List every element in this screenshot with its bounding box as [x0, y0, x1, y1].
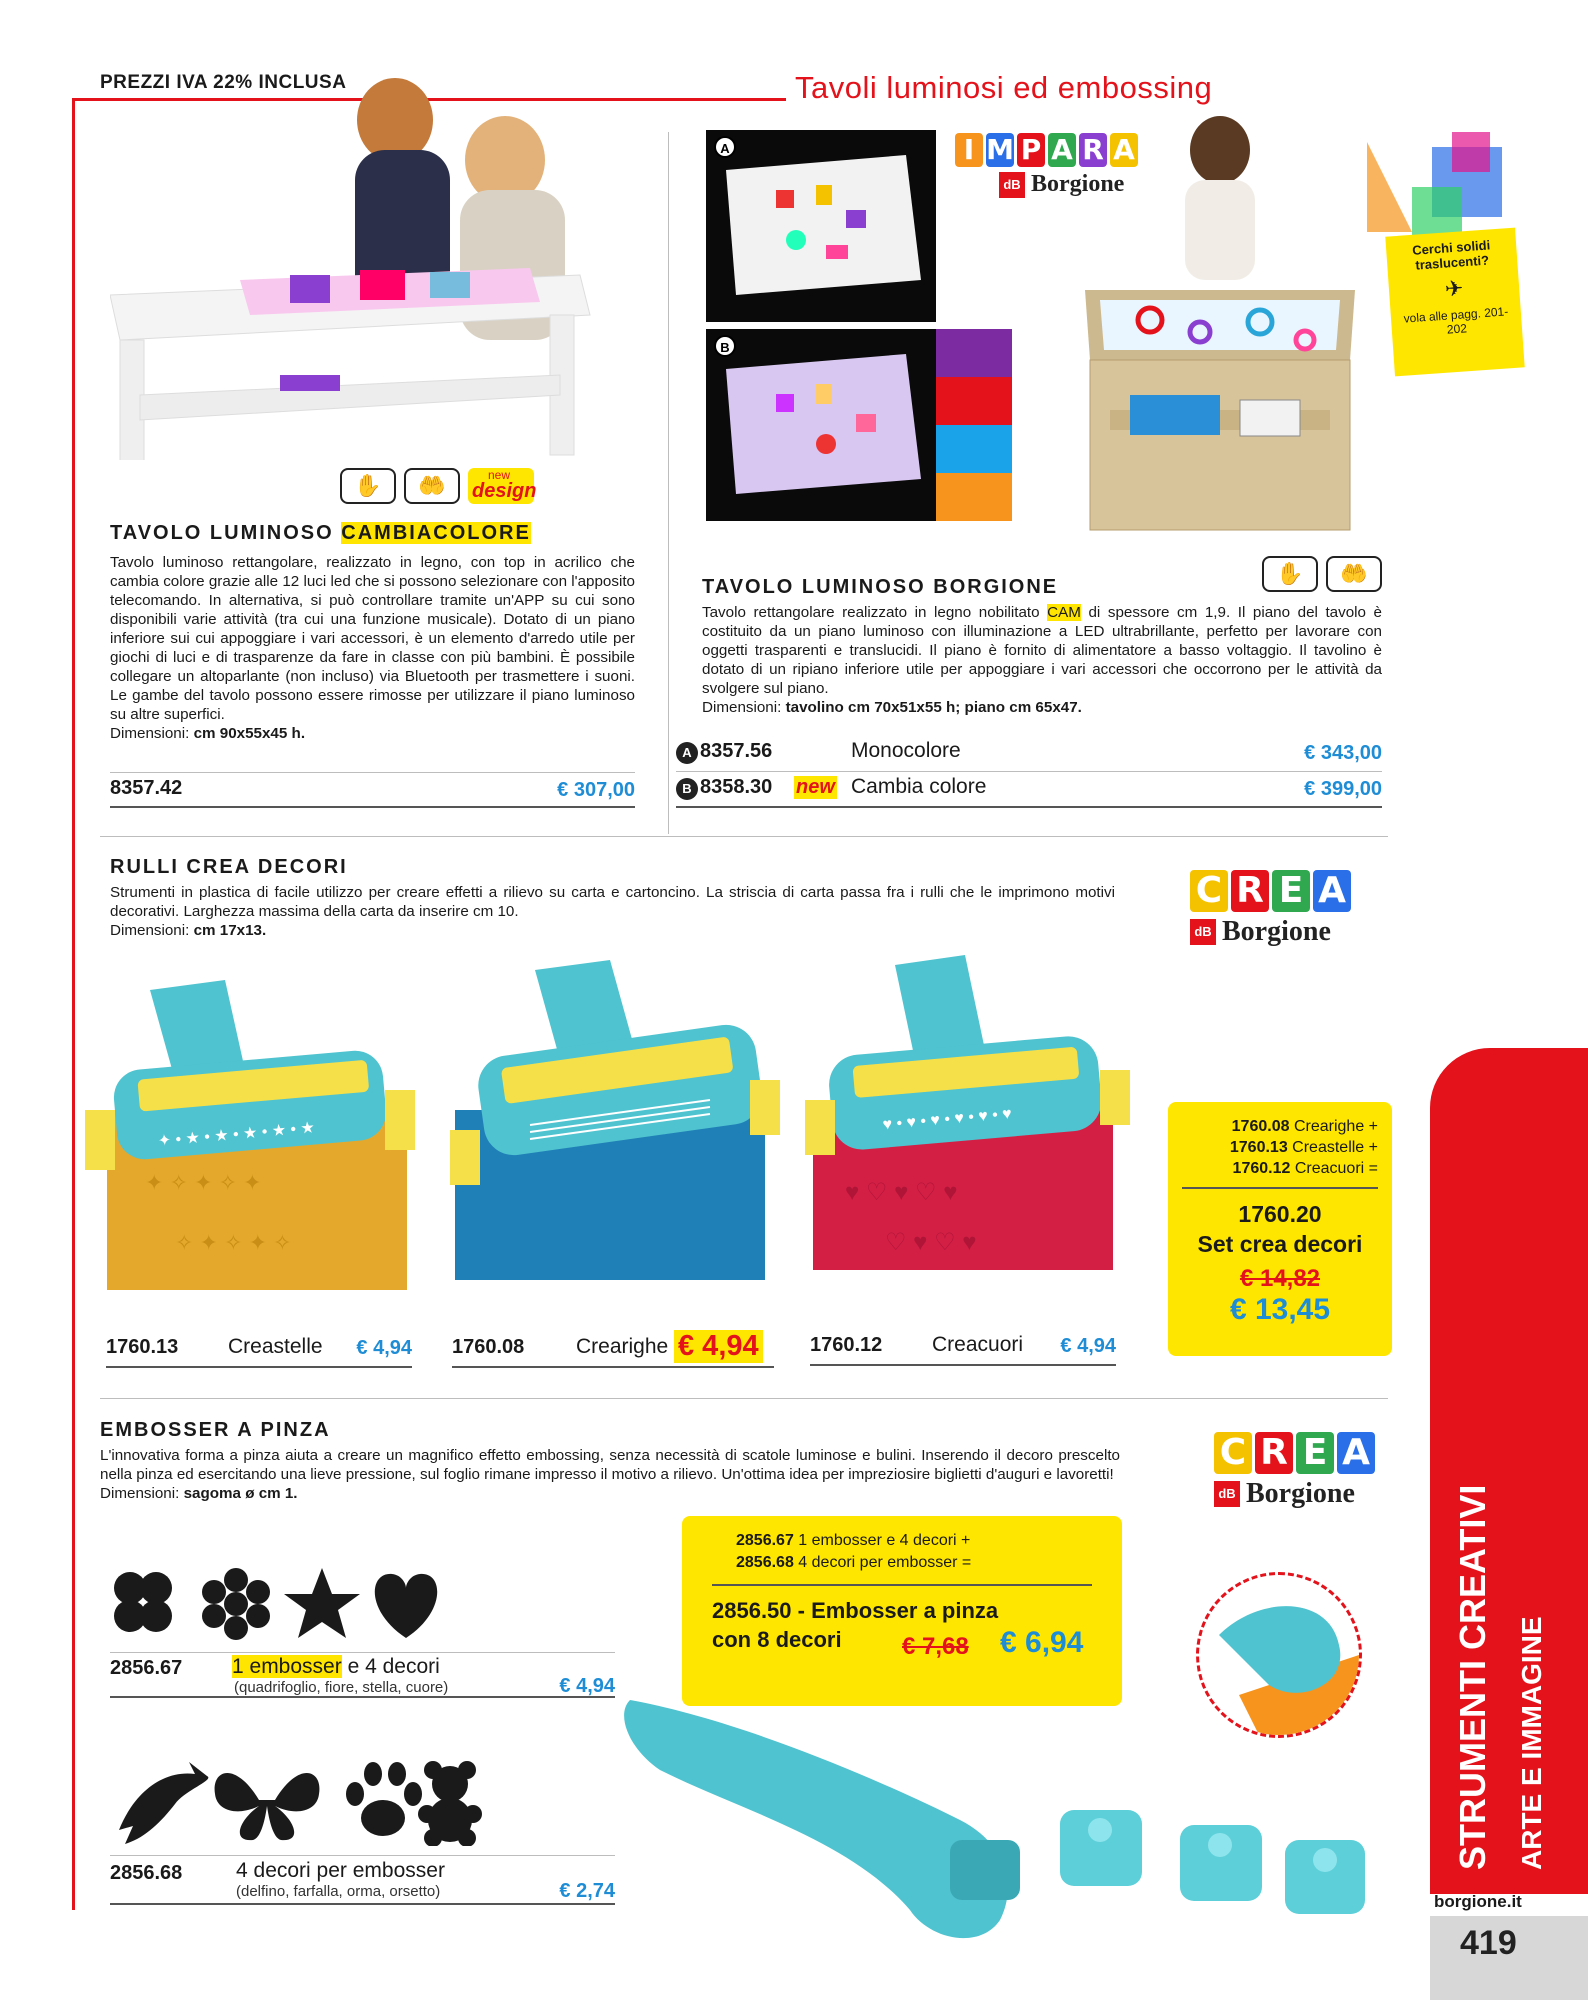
- paw-print-icon: [346, 1762, 422, 1836]
- hand-touch-icon: ✋: [340, 468, 396, 504]
- color-swatch: [936, 377, 1012, 425]
- row-price: € 399,00: [1304, 778, 1382, 800]
- crea-letter-tile: E: [1272, 870, 1310, 912]
- set-divider: [712, 1584, 1092, 1586]
- dimensions-label: Dimensioni:: [100, 1485, 180, 1502]
- cambiacolore-description: [110, 553, 635, 743]
- hands-icon: 🤲: [404, 468, 460, 504]
- decor-shapes-set2: [115, 1760, 485, 1851]
- row-price: € 343,00: [1304, 742, 1382, 764]
- table-row: [676, 772, 1382, 808]
- column-divider: [668, 132, 669, 834]
- list-item: [452, 1332, 774, 1368]
- item-name: Creacuori: [932, 1333, 1024, 1356]
- set-line-text: Creastelle +: [1292, 1139, 1378, 1156]
- website: borgione.it: [1434, 1892, 1522, 1911]
- page-number: 419: [1460, 1924, 1517, 1962]
- color-swatch: [936, 329, 1012, 377]
- section-title: Tavoli luminosi ed embossing: [795, 70, 1213, 105]
- set-old-price: € 14,82: [1239, 1265, 1321, 1292]
- callout-solidi: [1362, 132, 1522, 372]
- row-code: 8358.30: [700, 776, 773, 798]
- set-new-price: € 13,45: [1229, 1293, 1331, 1326]
- borgione-price-table: [676, 736, 1382, 808]
- desc-cam: CAM: [1047, 604, 1081, 621]
- new-design-badge: [468, 468, 537, 504]
- desc-part-1: Tavolo rettangolare realizzato in legno nobilitato: [702, 604, 1040, 621]
- cambiacolore-title: [110, 522, 531, 545]
- item-code: 2856.67: [110, 1657, 183, 1679]
- item-price: € 4,94: [356, 1337, 412, 1359]
- embosser-desc-text: L'innovativa forma a pinza aiuta a creare un magnifico effetto embossing, senza necessità di scatole luminose e bulini. Inserendo il decoro prescelto nella pinza ed esercitando una lieve pressione, sul foglio rimane impresso il motivo a rilievo. Un'ottima idea per impreziosire biglietti d'auguri e lavoretti!: [100, 1447, 1120, 1483]
- row-name: Monocolore: [851, 739, 961, 762]
- set-line-text: Crearighe +: [1293, 1118, 1378, 1135]
- borgione-logo: [1190, 916, 1354, 948]
- set-components: [712, 1530, 1092, 1574]
- roller-creacuori-photo: [805, 950, 1135, 1320]
- crea-letter-tile: A: [1313, 870, 1351, 912]
- embosser-product-photo: [620, 1690, 1450, 1990]
- set-components: [1182, 1116, 1378, 1179]
- row-marker: B: [676, 778, 698, 800]
- color-swatch: [936, 425, 1012, 473]
- cambiacolore-code: 8357.42: [110, 777, 183, 799]
- row-divider: [110, 806, 635, 808]
- title-highlight: CAMBIACOLORE: [341, 522, 531, 544]
- callout-question: Cerchi solidi traslucenti?: [1411, 237, 1491, 273]
- dimensions-value: cm 90x55x45 h.: [193, 725, 306, 742]
- svg-text:✧ ✦ ✧ ✦ ✧: ✧ ✦ ✧ ✦ ✧: [175, 1230, 292, 1255]
- butterfly-icon: [215, 1773, 320, 1840]
- svg-text:♥ ♡ ♥ ♡ ♥: ♥ ♡ ♥ ♡ ♥: [845, 1179, 958, 1206]
- crea-letter-tile: C: [1214, 1432, 1252, 1474]
- embosser-detail-circle: [1196, 1572, 1362, 1738]
- category-sidebar: [1430, 1048, 1588, 1894]
- dimensions-label: Dimensioni:: [702, 699, 782, 716]
- section-divider: [100, 836, 1388, 837]
- borgione-mark-icon: dB: [1190, 919, 1216, 945]
- left-margin-rule: [72, 98, 75, 1910]
- heart-icon: [375, 1574, 437, 1638]
- svg-text:♥ • ♥ • ♥ • ♥ • ♥ • ♥: ♥ • ♥ • ♥ • ♥ • ♥ • ♥: [881, 1105, 1013, 1134]
- crea-letter-tile: R: [1255, 1432, 1293, 1474]
- item-price: € 4,94: [1060, 1335, 1116, 1357]
- item-price: € 4,94: [559, 1675, 615, 1697]
- new-label: new: [488, 468, 511, 482]
- list-item: [810, 1330, 1116, 1366]
- vat-note: PREZZI IVA 22% INCLUSA: [100, 72, 347, 93]
- set-divider: [1182, 1187, 1378, 1189]
- impara-letter-tile: M: [986, 133, 1014, 166]
- rulli-desc-text: Strumenti in plastica di facile utilizzo per creare effetti a rilievo su carta e cartoncino. La striscia di carta passa fra i rulli che le imprimono motivi decorativi. Larghezza massima della carta da inserire cm 10.: [110, 884, 1115, 920]
- cambiacolore-price: € 307,00: [557, 779, 635, 801]
- dimensions-label: Dimensioni:: [110, 922, 190, 939]
- item-price: € 2,74: [559, 1880, 615, 1902]
- impara-letter-tile: I: [955, 133, 983, 167]
- set-title-line2: con 8 decori: [712, 1627, 842, 1652]
- item-name-rest: e 4 decori: [347, 1655, 440, 1678]
- item-name: Crearighe: [576, 1335, 669, 1358]
- cambiacolore-badges: [340, 468, 537, 504]
- svg-text:♡ ♥ ♡ ♥: ♡ ♥ ♡ ♥: [885, 1229, 977, 1256]
- subcategory-label: ARTE E IMMAGINE: [1516, 1616, 1547, 1870]
- brand-name: Borgione: [1031, 171, 1125, 197]
- set-title: Set crea decori: [1197, 1231, 1363, 1257]
- borgione-mark-icon: dB: [999, 172, 1025, 198]
- set-line-code: 2856.68: [736, 1554, 794, 1571]
- photo-b-cambiacolore: [706, 329, 936, 521]
- item-price-promo: € 4,94: [674, 1330, 763, 1363]
- set-title: [712, 1596, 1092, 1660]
- row-marker: A: [676, 742, 698, 764]
- new-badge: new: [796, 776, 835, 798]
- clover-icon: [114, 1572, 172, 1632]
- title-prefix: TAVOLO LUMINOSO: [110, 522, 334, 544]
- crea-letter-tile: A: [1337, 1432, 1375, 1474]
- flower-icon: [202, 1568, 270, 1640]
- set-line-code: 1760.12: [1232, 1160, 1291, 1177]
- set-line-text: 4 decori per embosser =: [798, 1554, 972, 1571]
- set-old-price: € 7,68: [902, 1633, 969, 1660]
- list-item: [110, 1652, 615, 1698]
- cambiacolore-table-photo: [110, 40, 600, 460]
- impara-letter-tile: A: [1048, 133, 1076, 167]
- rulli-description: [110, 883, 1115, 940]
- teddy-bear-icon: [418, 1761, 482, 1846]
- photo-label-b: B: [714, 335, 736, 357]
- borgione-table-photo: [1060, 110, 1360, 550]
- crea-logo-rulli: [1190, 870, 1354, 948]
- borgione-description: [702, 603, 1382, 717]
- embosser-set-box: [682, 1516, 1122, 1706]
- item-name: [232, 1655, 440, 1679]
- item-subtitle: (quadrifoglio, fiore, stella, cuore): [234, 1679, 449, 1696]
- svg-text:✦ ✧ ✦ ✧ ✦: ✦ ✧ ✦ ✧ ✦: [145, 1170, 262, 1195]
- callout-note: [1385, 228, 1524, 377]
- set-line-code: 1760.13: [1229, 1139, 1288, 1156]
- category-label: STRUMENTI CREATIVI: [1452, 1484, 1493, 1870]
- crea-logo-embosser: [1214, 1432, 1378, 1510]
- set-line-text: Creacuori =: [1294, 1160, 1378, 1177]
- set-line-text: 1 embosser e 4 decori +: [798, 1532, 971, 1549]
- crea-letter-tile: C: [1190, 870, 1228, 912]
- impara-letter-tile: R: [1079, 133, 1107, 167]
- borgione-title: TAVOLO LUMINOSO BORGIONE: [702, 576, 1059, 598]
- swatch-column: [936, 329, 1012, 521]
- hands-icon: 🤲: [1326, 556, 1382, 592]
- crea-letters: [1190, 870, 1354, 912]
- item-name-highlight: 1 embosser: [232, 1655, 342, 1678]
- item-code: 1760.08: [452, 1336, 525, 1358]
- impara-letter-tile: P: [1017, 133, 1045, 167]
- roller-creastelle-photo: [85, 970, 415, 1320]
- set-new-price: € 6,94: [1000, 1626, 1084, 1659]
- set-title-line1: 2856.50 - Embosser a pinza: [712, 1598, 999, 1623]
- dolphin-icon: [119, 1762, 208, 1844]
- brand-name: Borgione: [1246, 1478, 1355, 1509]
- star-icon: [284, 1568, 360, 1638]
- brand-name: Borgione: [1222, 916, 1331, 947]
- item-subtitle: (delfino, farfalla, orma, orsetto): [236, 1883, 441, 1900]
- dimensions-value: cm 17x13.: [193, 922, 267, 939]
- color-swatch: [936, 473, 1012, 521]
- rulli-title: RULLI CREA DECORI: [110, 856, 348, 878]
- set-line-code: 1760.08: [1231, 1118, 1290, 1135]
- list-item: [110, 1855, 615, 1905]
- callout-reference: vola alle pagg. 201-202: [1403, 304, 1509, 337]
- desc-part-2: di spessore cm 1,9. Il piano del tavolo è costituito da un piano luminoso con illuminazione a LED ultrabrillante, perfetto per lavorare con oggetti trasparenti e translucidi. Il piano è fornito di alimentatore a basso voltaggio. Il tavolino è dotato di un ripiano inferiore utile per appoggiare i vari accessori che occorrono per le attività da svolgere sul piano.: [702, 604, 1383, 697]
- paper-plane-icon: ✈: [1443, 275, 1465, 302]
- impara-letter-tile: A: [1110, 133, 1138, 167]
- set-line-code: 2856.67: [736, 1532, 794, 1549]
- borgione-badges: [1262, 556, 1382, 592]
- dimensions-value: tavolino cm 70x51x55 h; piano cm 65x47.: [785, 699, 1082, 716]
- row-name: Cambia colore: [851, 775, 987, 798]
- embosser-title: EMBOSSER A PINZA: [100, 1419, 331, 1441]
- crea-letters: [1214, 1432, 1378, 1474]
- item-code: 2856.68: [110, 1862, 183, 1884]
- row-code: 8357.56: [700, 740, 773, 762]
- page-number-box: [1430, 1916, 1588, 2000]
- item-name: Creastelle: [228, 1335, 323, 1358]
- dimensions-label: Dimensioni:: [110, 725, 190, 742]
- dimensions-value: sagoma ø cm 1.: [183, 1485, 298, 1502]
- row-divider: [110, 772, 635, 773]
- design-label: design: [472, 480, 537, 502]
- decor-shapes-set1: [106, 1566, 456, 1647]
- item-code: 1760.13: [106, 1336, 179, 1358]
- color-swatches: [936, 329, 1012, 521]
- borgione-mark-icon: dB: [1214, 1481, 1240, 1507]
- crea-letter-tile: R: [1231, 870, 1269, 912]
- set-name: [1182, 1199, 1378, 1259]
- rulli-set-box: [1168, 1102, 1392, 1356]
- table-row: [676, 736, 1382, 772]
- item-name: 4 decori per embosser: [236, 1859, 445, 1882]
- section-divider: [100, 1398, 1388, 1399]
- photo-a-monocolore: [706, 130, 936, 322]
- svg-text:✦ • ★ • ★ • ★ • ★ • ★: ✦ • ★ • ★ • ★ • ★ • ★: [157, 1119, 316, 1151]
- borgione-logo: [1214, 1478, 1378, 1510]
- roller-crearighe-photo: [450, 960, 780, 1320]
- hand-touch-icon: ✋: [1262, 556, 1318, 592]
- item-code: 1760.12: [810, 1334, 883, 1356]
- set-code: 1760.20: [1238, 1201, 1322, 1227]
- list-item: [106, 1332, 412, 1368]
- crea-letter-tile: E: [1296, 1432, 1334, 1474]
- cambiacolore-desc-text: Tavolo luminoso rettangolare, realizzato in legno, con top in acrilico che cambia colore grazie alle 12 luci led che si possono selezionare con l'apposito telecomando. In alternativa, si può controllare tramite un'APP su cui sono disponibili varie attività (tra cui una funzione musicale). Dotato di un piano inferiore sui cui appoggiare i vari accessori, è un elemento d'arredo utile per giochi di luci e di trasparenze da fare in classe con più bambini. È possibile collegare un altoparlante (non incluso) via Bluetooth per trasmettere i suoni. Le gambe del tavolo possono essere rimosse per utilizzare il piano luminoso su altre superfici.: [110, 554, 635, 723]
- embosser-description: [100, 1446, 1120, 1503]
- photo-label-a: A: [714, 136, 736, 158]
